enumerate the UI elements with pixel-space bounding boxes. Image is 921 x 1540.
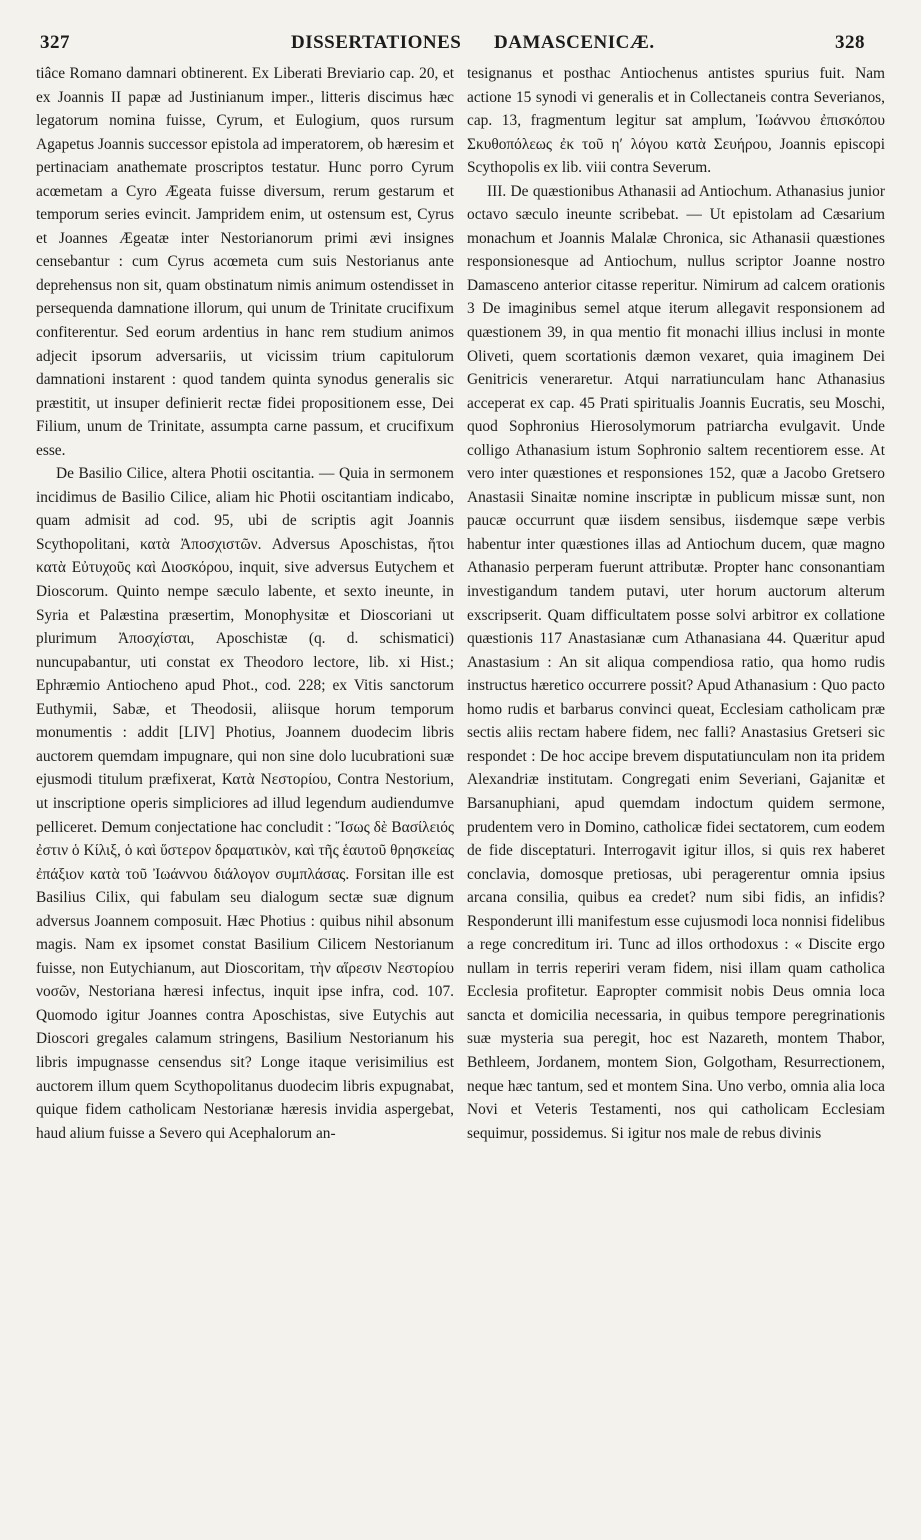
text-columns [36,62,885,1145]
page-number-right: 328 [835,32,865,53]
page-number-left: 327 [40,32,70,53]
left-column [36,62,454,1145]
paragraph: III. De quæstionibus Athanasii ad Antiochum. Athanasius junior octavo sæculo ineunte scribebat. — Ut epistolam ad Cæsarium monachum et Joannis Malalæ Chronica, sic Athanasii quæstiones responsionesque ad Antiochum, nullus scriptor Joanne nostro Damasceno anterior citasse reperitur. Nimirum ad calcem orationis 3 De imaginibus semel atque iterum allegavit responsionem ad quæstionem 39, in qua mentio fit monachi illius inclusi in monte Oliveti, quem scortationis dæmon vexaret, quia imaginem Dei Genitricis veneraretur. Atqui narratiunculam hanc Athanasius acceperat ex cap. 45 Prati spiritualis Joannis Eucratis, seu Moschi, quod Sophronius Hierosolymorum patriarcha evulgavit. Unde colligo Athanasium istum Sophronio saltem recentiorem esse. At vero inter quæstiones et responsiones 152, quæ a Jacobo Gretsero Anastasii Sinaitæ nomine inscriptæ in publicum missæ sunt, non paucæ occurrunt quæ iisdem sensibus, iisdemque sæpe verbis habentur inter quæstiones illas ad Antiochum ducem, quæ magno Athanasio perperam fuerunt attributæ. Propter hanc consonantiam investigandum tandem putavi, uter horum auctorum alterum exscripserit. Quam difficultatem posse solvi arbitror ex collatione quæstionis 117 Anastasianæ cum Athanasiana 44. Quæritur apud Anastasium : An sit aliqua compendiosa ratio, qua homo rudis instructus hæretico occurrere possit? Apud Athanasium : Quo pacto homo rudis et barbarus convinci queat, Ecclesiam catholicam præ sectis aliis rectam habere fidem, nec falli? Anastasius Gretseri sic respondet : De hoc accipe brevem disputatiunculam non ita pridem Alexandriæ institutam. Congregati enim Severiani, Gajanitæ et Barsanuphiani, apud quemdam indoctum quidem sermone, prudentem vero in Domino, catholicæ fidei sectatorem, cum eodem de fide disceptaturi. Interrogavit igitur illos, si quis rex haberet conclavia, domosque pretiosas, ubi peragerentur omnia ipsius arcana consilia, quibus ea credet? num sibi fidis, an infidis? Responderunt illi manifestum esse cujusmodi loca nonnisi fidelibus a rege concreditum iri. Tunc ad illos orthodoxus : « Discite ergo nullam in terris reperiri veram fidem, nisi illam quam catholica Ecclesia profitetur. Eapropter commisit nobis Deus omnia loca sancta et domicilia necessaria, in quibus tempore peregrinationis suæ mysteria sua peregit, hoc est Nazareth, montem Thabor, Bethleem, Jordanem, montem Sion, Golgotham, Resurrectionem, neque hæc tantum, sed et montem Sina. Uno verbo, omnia alia loca Novi et Veteris Testamenti, nos qui catholicam Ecclesiam sequimur, possidemus. Si igitur nos male de rebus divinis [467,182,885,1142]
right-column [467,62,885,1145]
paragraph: De Basilio Cilice, altera Photii oscitantia. — Quia in sermonem incidimus de Basilio Cilice, aliam hic Photii oscitantiam indicabo, quam admisit ad cod. 95, ubi de scriptis agit Joannis Scythopolitani, κατὰ Ἀποσχιστῶν. Adversus Aposchistas, ἤτοι κατὰ Εὐτυχοῦς καὶ Διοσκόρου, inquit, sive adversus Eutychem et Dioscorum. Quinto nempe sæculo labente, et sexto ineunte, in Syria et Palæstina præsertim, Monophysitæ et Dioscoriani ut plurimum Ἀποσχίσται, Aposchistæ (q. d. schismatici) nuncupabantur, uti constat ex Theodoro lectore, lib. xi Hist.; Ephræmio Antiocheno apud Phot., cod. 228; ex Vitis sanctorum Euthymii, Sabæ, et Theodosii, aliisque horum temporum monumentis : addit [LIV] Photius, Joannem duodecim libris auctorem quemdam impugnare, qui non sine dolo lucubrationi suæ ejusmodi titulum præfixerat, Κατὰ Νεστορίου, Contra Nestorium, ut inscriptione operis simpliciores ad illud legendum audiendumve pelliceret. Demum conjectatione hac concludit : Ἴσως δὲ Βασίλειός ἐστιν ὁ Κίλιξ, ὁ καὶ ὕστερον δραματικὸν, καὶ τῆς ἑαυτοῦ θρησκείας ἐπάξιον κατὰ τοῦ Ἰωάννου διάλογον συμπλάσας. Forsitan ille est Basilius Cilix, qui fabulam seu dialogum sectæ suæ dignum adversus Joannem composuit. Hæc Photius : quibus nihil absonum magis. Nam ex ipsomet constat Basilium Cilicem Nestorianum fuisse, non Eutychianum, aut Dioscoritam, τὴν αἵρεσιν Νεστορίου νοσῶν, Nestoriana hæresi infectus, inquit ipse infra, cod. 107. Quomodo igitur Joannes contra Aposchistas, sive Eutychis aut Dioscori gregales calamum stringens, Basilium Nestorianum his libris impugnasse censendus sit? Longe itaque verisimilius est auctorem illum quem Scythopolitanus duodecim libris expugnabat, quique fidem catholicam Nestorianæ hæresis invidia aspergebat, haud alium fuisse a Severo qui Acephalorum an- [36,465,454,1142]
running-title-left: DISSERTATIONES [291,32,462,53]
running-header [36,32,885,58]
running-title-right: DAMASCENICÆ. [494,32,655,53]
paragraph: tesignanus et posthac Antiochenus antistes spurius fuit. Nam actione 15 synodi vi generalis et in Collectaneis contra Severianos, cap. 13, fragmentum legitur sat amplum, Ἰωάννου ἐπισκόπου Σκυθοπόλεως ἐκ τοῦ η′ λόγου κατὰ Σευήρου, Joannis episcopi Scythopolis ex lib. viii contra Severum. [467,65,885,177]
paragraph: tiâce Romano damnari obtinerent. Ex Liberati Breviario cap. 20, et ex Joannis II papæ ad Justinianum imper., litteris discimus hæc legatorum nomina fuisse, Cyrum, et Eulogium, quos rursum Agapetus Joannis successor epistola ad imperatorem, ob hæresim et pertinaciam anathemate proscriptos testatur. Hunc porro Cyrum acœmetam a Cyro Ægeata fuisse diversum, rerum gestarum et temporum series evincit. Jampridem enim, ut ostensum est, Cyrus et Joannes Ægeatæ inter Nestorianorum primi ævi insignes censebantur : cum Cyrus acœmeta cum suis Nestorianus ante deprehensus non sit, quam obstinatum nimis animum ostendisset in persequenda damnatione illorum, qui unum de Trinitate crucifixum confiterentur. Sed eorum ardentius in hanc rem studium animos adjecit ipsorum adversariis, ut vicissim trium capitulorum damnationi instarent : quod tandem quinta synodus generalis sic præstitit, ut insuper definierit rectæ fidei propositionem esse, Dei Filium, unum de Trinitate, assumpta carne passum, et crucifixum esse. [36,65,454,459]
